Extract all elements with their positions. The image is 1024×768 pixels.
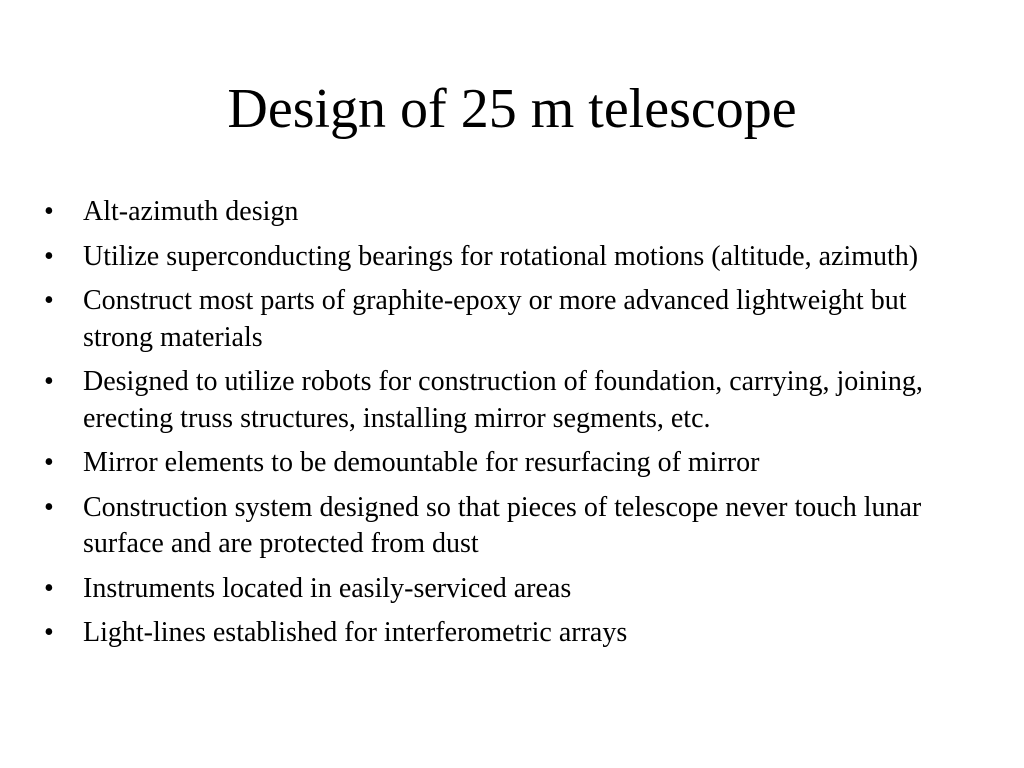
bullet-item [44, 283, 964, 356]
bullet-text: Construction system designed so that pieces of telescope never touch lunar surface and are protected from dust [83, 491, 922, 559]
bullet-marker: • [44, 572, 54, 604]
bullet-text: Construct most parts of graphite-epoxy or more advanced lightweight but strong materials [83, 285, 907, 353]
bullet-item [44, 445, 964, 482]
bullet-list [44, 194, 964, 660]
bullet-item [44, 194, 964, 231]
bullet-item [44, 571, 964, 608]
bullet-marker: • [44, 491, 54, 523]
bullet-item [44, 615, 964, 652]
bullet-item [44, 364, 964, 437]
bullet-item [44, 239, 964, 276]
bullet-marker: • [44, 240, 54, 272]
bullet-marker: • [44, 617, 54, 648]
bullet-text: Alt-azimuth design [83, 196, 299, 227]
bullet-marker: • [44, 447, 54, 478]
bullet-marker: • [44, 285, 54, 316]
bullet-text: Utilize superconducting bearings for rotational motions (altitude, azimuth) [83, 240, 919, 272]
bullet-text: Light-lines established for interferometric arrays [83, 617, 628, 648]
bullet-marker: • [44, 366, 54, 397]
bullet-marker: • [44, 196, 54, 227]
bullet-text: Instruments located in easily-serviced areas [83, 572, 572, 604]
slide-title: Design of 25 m telescope [227, 78, 797, 140]
bullet-text: Mirror elements to be demountable for resurfacing of mirror [83, 447, 760, 478]
bullet-text: Designed to utilize robots for construction of foundation, carrying, joining, erecting truss structures, installing mirror segments, etc. [83, 366, 923, 434]
bullet-item [44, 490, 964, 563]
